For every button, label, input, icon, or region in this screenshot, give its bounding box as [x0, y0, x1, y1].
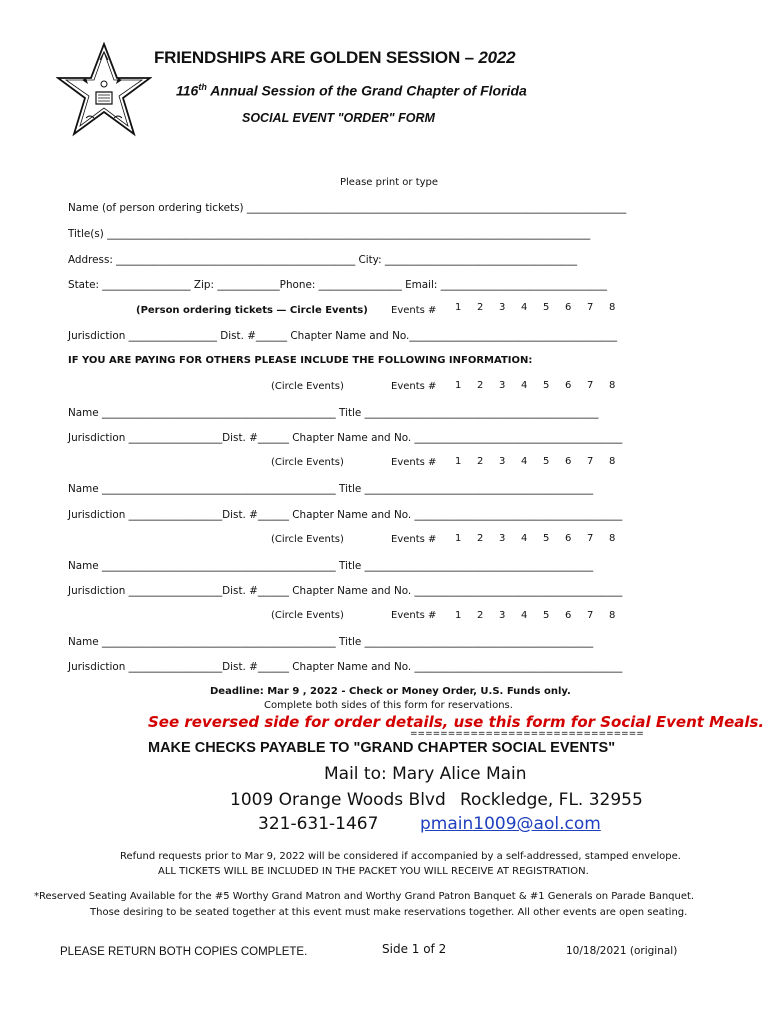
event-number[interactable]: 3 — [499, 302, 506, 313]
other-name-title-field[interactable]: Name _____________________________________________ Title _____________________________________________ — [68, 407, 599, 419]
address-city-field[interactable]: Address: ______________________________________________ City: _____________________________________ — [68, 254, 578, 266]
email-link[interactable]: pmain1009@aol.com — [420, 814, 601, 834]
events-label: Events # — [391, 305, 437, 316]
event-number[interactable]: 2 — [477, 380, 484, 391]
please-return-text: PLEASE RETURN BOTH COPIES COMPLETE. — [60, 946, 308, 958]
side-indicator: Side 1 of 2 — [382, 942, 447, 956]
event-number[interactable]: 1 — [455, 533, 462, 544]
events-label: Events # — [391, 381, 437, 392]
event-number[interactable]: 1 — [455, 380, 462, 391]
subtitle-ordinal: th — [198, 82, 207, 92]
event-number[interactable]: 7 — [587, 302, 594, 313]
others-heading: IF YOU ARE PAYING FOR OTHERS PLEASE INCLUDE THE FOLLOWING INFORMATION: — [68, 355, 533, 366]
event-number[interactable]: 7 — [587, 456, 594, 467]
event-number[interactable]: 5 — [543, 610, 550, 621]
other-jurisdiction-field[interactable]: Jurisdiction __________________Dist. #______ Chapter Name and No. ________________________________________ — [68, 661, 623, 673]
event-number[interactable]: 7 — [587, 380, 594, 391]
event-number[interactable]: 5 — [543, 302, 550, 313]
reserved-seating-line-1: *Reserved Seating Available for the #5 Worthy Grand Matron and Worthy Grand Patron Banquet & #1 Generals on Parade Banquet. — [34, 891, 695, 902]
other-name-title-field[interactable]: Name _____________________________________________ Title ____________________________________________ — [68, 636, 594, 648]
events-label: Events # — [391, 457, 437, 468]
event-number[interactable]: 4 — [521, 610, 528, 621]
event-number[interactable]: 5 — [543, 456, 550, 467]
reserved-seating-line-2: Those desiring to be seated together at this event must make reservations together. All other events are open seating. — [90, 907, 688, 918]
other-jurisdiction-field[interactable]: Jurisdiction __________________Dist. #______ Chapter Name and No. ________________________________________ — [68, 432, 623, 444]
circle-events-label: (Circle Events) — [271, 381, 344, 392]
event-number[interactable]: 5 — [543, 533, 550, 544]
city-state-zip: Rockledge, FL. 32955 — [460, 790, 643, 810]
title-dash: – — [464, 48, 474, 67]
form-title: SOCIAL EVENT "ORDER" FORM — [242, 111, 435, 125]
title-main: FRIENDSHIPS ARE GOLDEN SESSION — [154, 48, 461, 67]
events-label: Events # — [391, 534, 437, 545]
event-number[interactable]: 4 — [521, 456, 528, 467]
event-number[interactable]: 3 — [499, 610, 506, 621]
page-title — [154, 48, 515, 68]
event-number[interactable]: 2 — [477, 610, 484, 621]
event-number[interactable]: 1 — [455, 610, 462, 621]
event-number[interactable]: 8 — [609, 533, 616, 544]
eastern-star-emblem-icon — [56, 40, 152, 142]
page-subtitle — [176, 82, 527, 99]
mail-to-line: Mail to: Mary Alice Main — [324, 764, 527, 784]
subtitle-number: 116 — [176, 82, 199, 99]
other-name-title-field[interactable]: Name _____________________________________________ Title ____________________________________________ — [68, 560, 594, 572]
event-number[interactable]: 8 — [609, 302, 616, 313]
event-numbers-3[interactable] — [455, 533, 631, 544]
refund-policy-line-1: Refund requests prior to Mar 9, 2022 will be considered if accompanied by a self-addressed, stamped envelope. — [120, 851, 681, 862]
event-number[interactable]: 6 — [565, 610, 572, 621]
orderer-name-field[interactable]: Name (of person ordering tickets) _________________________________________________________________________ — [68, 202, 627, 214]
event-number[interactable]: 2 — [477, 533, 484, 544]
circle-events-label: (Circle Events) — [271, 457, 344, 468]
event-number[interactable]: 6 — [565, 533, 572, 544]
event-number[interactable]: 5 — [543, 380, 550, 391]
state-zip-phone-email-field[interactable]: State: _________________ Zip: ____________Phone: ________________ Email: ________________________________ — [68, 279, 607, 291]
event-number[interactable]: 6 — [565, 456, 572, 467]
event-numbers-4[interactable] — [455, 610, 631, 621]
event-number[interactable]: 2 — [477, 302, 484, 313]
event-number[interactable]: 6 — [565, 302, 572, 313]
event-number[interactable]: 8 — [609, 380, 616, 391]
title-year: 2022 — [478, 48, 516, 67]
event-number[interactable]: 8 — [609, 610, 616, 621]
see-reversed-notice: See reversed side for order details, use this form for Social Event Meals. — [148, 713, 765, 731]
event-numbers-0[interactable] — [455, 302, 631, 313]
event-number[interactable]: 3 — [499, 456, 506, 467]
circle-events-label: (Circle Events) — [271, 534, 344, 545]
events-label: Events # — [391, 610, 437, 621]
event-number[interactable]: 6 — [565, 380, 572, 391]
deadline-text: Deadline: Mar 9 , 2022 - Check or Money Order, U.S. Funds only. — [210, 686, 571, 697]
titles-field[interactable]: Title(s) _____________________________________________________________________________________________ — [68, 228, 591, 240]
instruction-text: Please print or type — [340, 177, 439, 188]
event-numbers-1[interactable] — [455, 380, 631, 391]
orderer-jurisdiction-field[interactable]: Jurisdiction _________________ Dist. #______ Chapter Name and No.________________________________________ — [68, 330, 618, 342]
event-numbers-2[interactable] — [455, 456, 631, 467]
underline-equals: =============================== — [410, 729, 644, 739]
subtitle-text: Annual Session of the Grand Chapter of Florida — [210, 82, 527, 99]
event-number[interactable]: 4 — [521, 302, 528, 313]
make-checks-payable: MAKE CHECKS PAYABLE TO "GRAND CHAPTER SOCIAL EVENTS" — [148, 740, 616, 756]
other-jurisdiction-field[interactable]: Jurisdiction __________________Dist. #______ Chapter Name and No. ________________________________________ — [68, 509, 623, 521]
event-number[interactable]: 3 — [499, 380, 506, 391]
street-address: 1009 Orange Woods Blvd — [230, 790, 446, 810]
event-number[interactable]: 7 — [587, 533, 594, 544]
other-name-title-field[interactable]: Name _____________________________________________ Title ____________________________________________ — [68, 483, 594, 495]
person-circle-label: (Person ordering tickets — Circle Events) — [136, 305, 368, 316]
other-jurisdiction-field[interactable]: Jurisdiction __________________Dist. #______ Chapter Name and No. ________________________________________ — [68, 585, 623, 597]
phone-number: 321-631-1467 — [258, 814, 379, 834]
complete-both-text: Complete both sides of this form for reservations. — [264, 700, 513, 711]
event-number[interactable]: 7 — [587, 610, 594, 621]
refund-policy-line-2: ALL TICKETS WILL BE INCLUDED IN THE PACKET YOU WILL RECEIVE AT REGISTRATION. — [158, 866, 589, 877]
revision-date: 10/18/2021 (original) — [566, 945, 678, 957]
circle-events-label: (Circle Events) — [271, 610, 344, 621]
event-number[interactable]: 3 — [499, 533, 506, 544]
event-number[interactable]: 8 — [609, 456, 616, 467]
event-number[interactable]: 1 — [455, 456, 462, 467]
event-number[interactable]: 4 — [521, 533, 528, 544]
event-number[interactable]: 2 — [477, 456, 484, 467]
event-number[interactable]: 1 — [455, 302, 462, 313]
event-number[interactable]: 4 — [521, 380, 528, 391]
